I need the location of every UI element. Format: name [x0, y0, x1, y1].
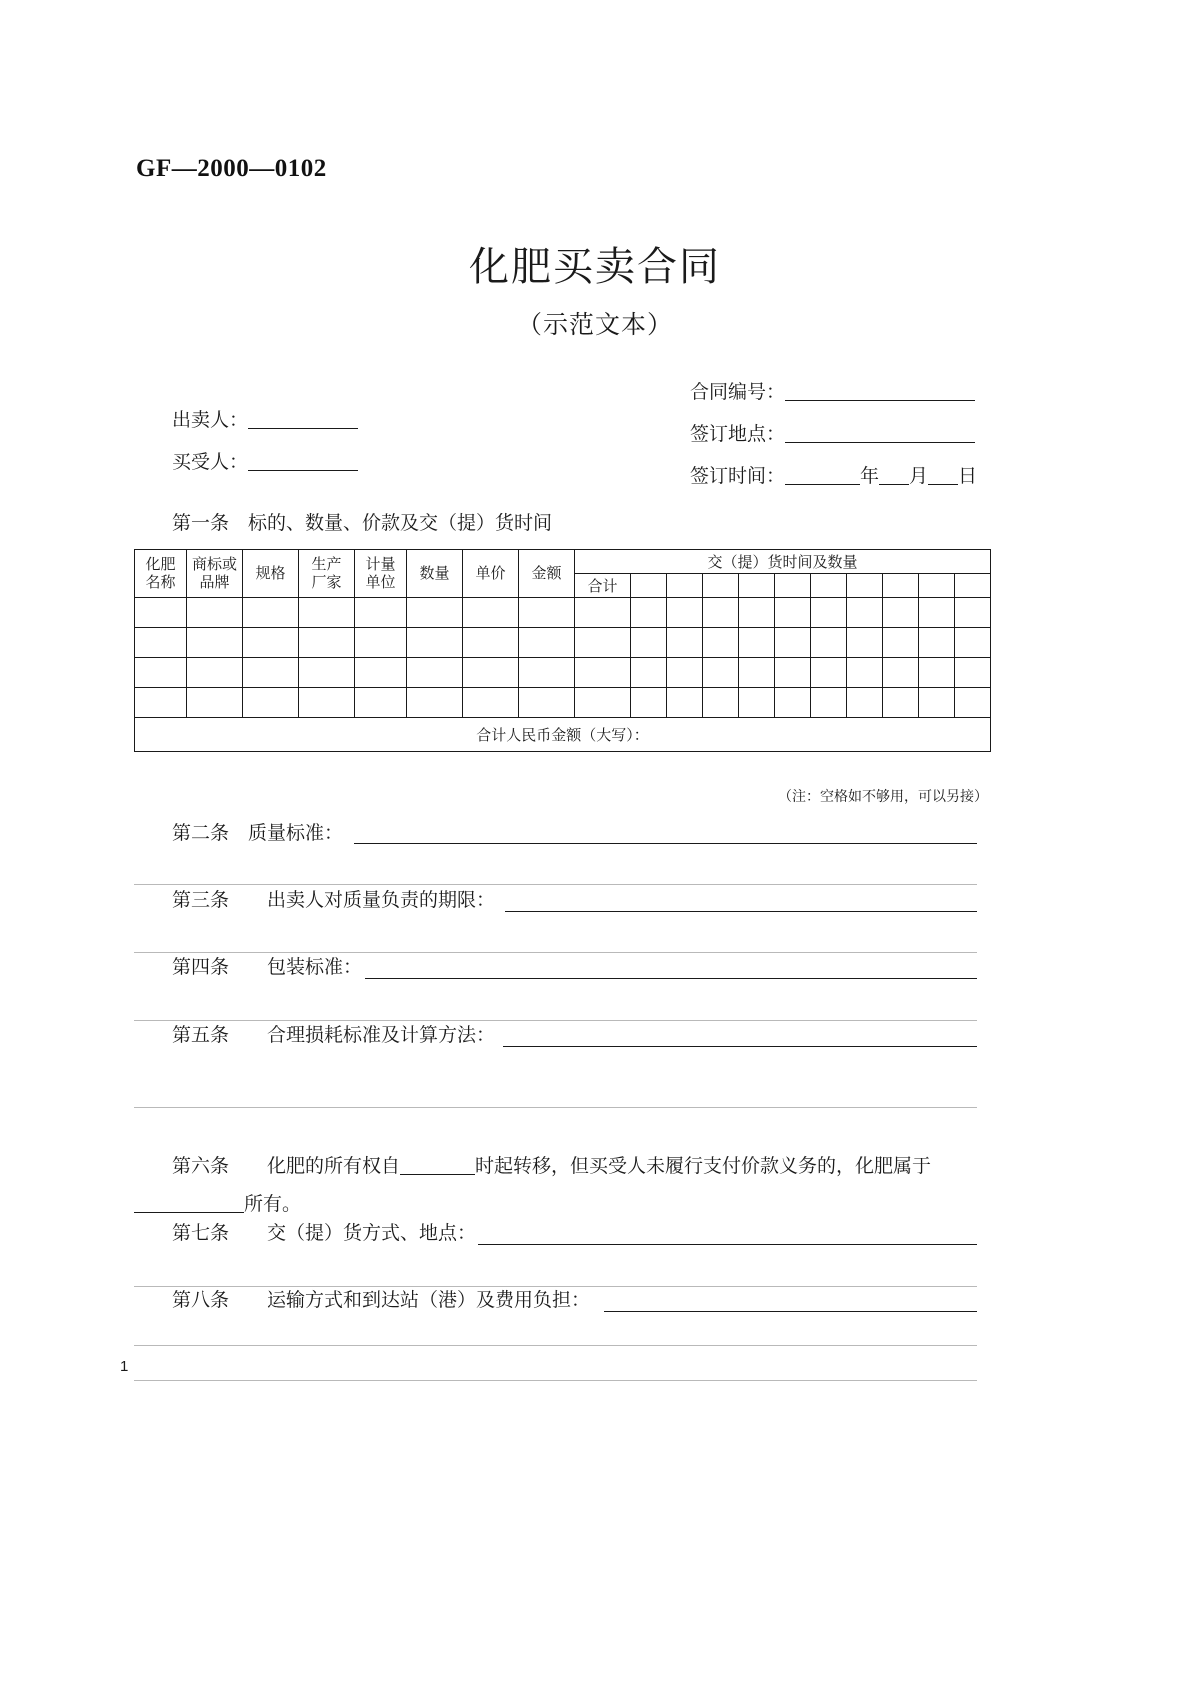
cell-trademark-brand[interactable] — [187, 658, 243, 688]
cell-delivery-slot-7[interactable] — [847, 658, 883, 688]
cell-unit-price[interactable] — [463, 658, 519, 688]
cell-delivery-slot-3[interactable] — [703, 628, 739, 658]
contract-number-row — [690, 372, 977, 414]
seller-row — [172, 400, 358, 442]
goods-table-wrapper — [134, 549, 977, 752]
cell-delivery-slot-5[interactable] — [775, 628, 811, 658]
seller-blank[interactable] — [248, 409, 358, 429]
col-specification-line1: 规格 — [255, 564, 286, 582]
col-delivery-slot-6 — [811, 574, 847, 598]
cell-unit[interactable] — [355, 688, 407, 718]
cell-delivery-slot-8[interactable] — [883, 658, 919, 688]
cell-delivery-slot-2[interactable] — [667, 598, 703, 628]
col-specification — [243, 550, 299, 598]
cell-quantity[interactable] — [407, 688, 463, 718]
sign-day-blank[interactable] — [928, 465, 958, 485]
sign-place-label: 签订地点： — [690, 424, 786, 445]
form-code: GF—2000—0102 — [136, 155, 327, 182]
clause-four-blank-line[interactable] — [365, 978, 977, 979]
col-delivery-slot-8 — [883, 574, 919, 598]
cell-specification[interactable] — [243, 688, 299, 718]
sign-place-blank[interactable] — [785, 423, 975, 443]
goods-table-body — [135, 598, 991, 752]
clause-eight-blank-line[interactable] — [604, 1311, 977, 1312]
clause-eight-label: 第八条 运输方式和到达站（港）及费用负担： — [172, 1290, 591, 1311]
col-trademark-brand-line1: 商标或 — [191, 555, 237, 573]
cell-delivery-slot-2[interactable] — [667, 658, 703, 688]
col-amount-line1: 金额 — [531, 564, 562, 582]
total-amount-in-words[interactable]: 合计人民币金额（大写）： — [135, 718, 991, 752]
col-quantity-line1: 数量 — [419, 564, 450, 582]
cell-manufacturer[interactable] — [299, 658, 355, 688]
col-trademark-brand — [187, 550, 243, 598]
cell-amount[interactable] — [519, 628, 575, 658]
col-unit-line2: 单位 — [365, 573, 396, 591]
sign-year-unit: 年 — [860, 466, 880, 487]
cell-delivery-slot-7[interactable] — [847, 688, 883, 718]
col-trademark-brand-line2: 品牌 — [199, 573, 230, 591]
clause-five-label: 第五条 合理损耗标准及计算方法： — [172, 1025, 496, 1046]
col-unit — [355, 550, 407, 598]
cell-amount[interactable] — [519, 658, 575, 688]
cell-delivery-slot-2[interactable] — [667, 628, 703, 658]
sign-time-label: 签订时间： — [690, 466, 786, 487]
cell-delivery-slot-8[interactable] — [883, 688, 919, 718]
goods-table-total-row[interactable] — [135, 718, 991, 752]
clause-six-paragraph — [172, 1148, 982, 1186]
col-unit-price — [463, 550, 519, 598]
cell-manufacturer[interactable] — [299, 598, 355, 628]
col-fertilizer-name — [135, 550, 187, 598]
clause-seven-label: 第七条 交（提）货方式、地点： — [172, 1223, 477, 1244]
cell-delivery-slot-7[interactable] — [847, 598, 883, 628]
col-unit-price-line1: 单价 — [475, 564, 506, 582]
cell-delivery-slot-8[interactable] — [883, 628, 919, 658]
contract-meta-block — [690, 372, 977, 498]
sign-month-blank[interactable] — [879, 465, 909, 485]
cell-quantity[interactable] — [407, 658, 463, 688]
col-delivery-slot-3 — [703, 574, 739, 598]
col-manufacturer — [299, 550, 355, 598]
cell-fertilizer-name[interactable] — [135, 598, 187, 628]
cell-delivery-slot-10[interactable] — [955, 628, 991, 658]
clause-two-blank-line[interactable] — [354, 843, 977, 844]
goods-table-head — [135, 550, 991, 598]
col-fertilizer-name-line1: 化肥 — [145, 555, 176, 573]
clause-two-label: 第二条 质量标准： — [172, 823, 344, 844]
cell-unit[interactable] — [355, 628, 407, 658]
cell-delivery-slot-5[interactable] — [775, 688, 811, 718]
table-row[interactable] — [135, 628, 991, 658]
clause-seven-blank-line[interactable] — [478, 1244, 977, 1245]
cell-trademark-brand[interactable] — [187, 628, 243, 658]
cell-quantity[interactable] — [407, 598, 463, 628]
clause-eight-continuation-line-1[interactable] — [134, 1345, 977, 1346]
table-note: （注：空格如不够用，可以另接） — [778, 788, 988, 804]
contract-number-label: 合同编号： — [690, 382, 786, 403]
sign-month-unit: 月 — [909, 466, 929, 487]
cell-delivery-slot-4[interactable] — [739, 598, 775, 628]
sign-year-blank[interactable] — [785, 465, 860, 485]
article-one-heading: 第一条 标的、数量、价款及交（提）货时间 — [172, 513, 553, 534]
col-delivery-slot-5 — [775, 574, 811, 598]
cell-delivery-slot-6[interactable] — [811, 688, 847, 718]
sign-place-row — [690, 414, 977, 456]
col-delivery-slot-10 — [955, 574, 991, 598]
cell-delivery-slot-4[interactable] — [739, 658, 775, 688]
cell-specification[interactable] — [243, 628, 299, 658]
sign-day-unit: 日 — [958, 466, 978, 487]
cell-delivery-slot-10[interactable] — [955, 658, 991, 688]
cell-delivery-slot-9[interactable] — [919, 598, 955, 628]
col-delivery-slot-2 — [667, 574, 703, 598]
cell-delivery-slot-5[interactable] — [775, 658, 811, 688]
contract-number-blank[interactable] — [785, 381, 975, 401]
clause-five-continuation-line-1[interactable] — [134, 1107, 977, 1108]
col-delivery-slot-1 — [631, 574, 667, 598]
clause-six-blank-2[interactable] — [134, 1193, 244, 1213]
table-row[interactable] — [135, 658, 991, 688]
col-unit-line1: 计量 — [365, 555, 396, 573]
party-block — [172, 400, 358, 484]
cell-unit[interactable] — [355, 658, 407, 688]
sign-time-row — [690, 456, 977, 498]
cell-delivery-slot-10[interactable] — [955, 688, 991, 718]
cell-delivery-slot-7[interactable] — [847, 628, 883, 658]
col-delivery-group: 交（提）货时间及数量 — [575, 550, 991, 574]
table-row[interactable] — [135, 688, 991, 718]
cell-unit-price[interactable] — [463, 688, 519, 718]
clause-eight-continuation-line-2[interactable] — [134, 1380, 977, 1381]
cell-delivery-slot-6[interactable] — [811, 658, 847, 688]
buyer-label: 买受人： — [172, 452, 249, 473]
page-subtitle: （示范文本） — [516, 311, 673, 339]
col-quantity — [407, 550, 463, 598]
buyer-blank[interactable] — [248, 451, 358, 471]
cell-delivery-slot-9[interactable] — [919, 658, 955, 688]
cell-delivery-slot-4[interactable] — [739, 628, 775, 658]
cell-delivery-slot-6[interactable] — [811, 598, 847, 628]
cell-unit[interactable] — [355, 598, 407, 628]
col-amount — [519, 550, 575, 598]
col-manufacturer-line2: 厂家 — [311, 573, 342, 591]
cell-fertilizer-name[interactable] — [135, 628, 187, 658]
col-delivery-subtotal: 合计 — [575, 574, 631, 598]
cell-amount[interactable] — [519, 598, 575, 628]
cell-delivery-subtotal[interactable] — [575, 628, 631, 658]
col-delivery-slot-9 — [919, 574, 955, 598]
cell-fertilizer-name[interactable] — [135, 658, 187, 688]
cell-delivery-slot-3[interactable] — [703, 688, 739, 718]
cell-delivery-slot-1[interactable] — [631, 598, 667, 628]
cell-delivery-slot-9[interactable] — [919, 628, 955, 658]
buyer-row — [172, 442, 358, 484]
cell-delivery-subtotal[interactable] — [575, 658, 631, 688]
goods-table-header-row-1 — [135, 550, 991, 574]
cell-delivery-subtotal[interactable] — [575, 598, 631, 628]
cell-delivery-slot-1[interactable] — [631, 688, 667, 718]
cell-specification[interactable] — [243, 598, 299, 628]
page-number: 1 — [120, 1358, 129, 1375]
cell-delivery-slot-4[interactable] — [739, 688, 775, 718]
page-title: 化肥买卖合同 — [469, 245, 721, 289]
cell-delivery-slot-9[interactable] — [919, 688, 955, 718]
col-manufacturer-line1: 生产 — [311, 555, 342, 573]
clause-six-text-part2: 时起转移，但买受人未履行支付价款义务的，化肥属于 — [475, 1156, 932, 1177]
cell-unit-price[interactable] — [463, 628, 519, 658]
cell-specification[interactable] — [243, 658, 299, 688]
cell-unit-price[interactable] — [463, 598, 519, 628]
cell-delivery-slot-3[interactable] — [703, 598, 739, 628]
table-row[interactable] — [135, 598, 991, 628]
cell-manufacturer[interactable] — [299, 688, 355, 718]
clause-three-label: 第三条 出卖人对质量负责的期限： — [172, 890, 496, 911]
cell-manufacturer[interactable] — [299, 628, 355, 658]
cell-amount[interactable] — [519, 688, 575, 718]
cell-delivery-slot-1[interactable] — [631, 658, 667, 688]
cell-delivery-slot-1[interactable] — [631, 628, 667, 658]
cell-delivery-slot-3[interactable] — [703, 658, 739, 688]
col-delivery-slot-7 — [847, 574, 883, 598]
clause-six-text-part3: 所有。 — [244, 1194, 302, 1215]
cell-trademark-brand[interactable] — [187, 598, 243, 628]
cell-fertilizer-name[interactable] — [135, 688, 187, 718]
cell-delivery-slot-10[interactable] — [955, 598, 991, 628]
seller-label: 出卖人： — [172, 410, 249, 431]
col-delivery-slot-4 — [739, 574, 775, 598]
clause-six-text-part1: 第六条 化肥的所有权自 — [172, 1156, 401, 1177]
clause-six-blank-1[interactable] — [400, 1155, 475, 1175]
cell-trademark-brand[interactable] — [187, 688, 243, 718]
col-fertilizer-name-line2: 名称 — [145, 573, 176, 591]
cell-quantity[interactable] — [407, 628, 463, 658]
cell-delivery-slot-6[interactable] — [811, 628, 847, 658]
cell-delivery-slot-2[interactable] — [667, 688, 703, 718]
clause-four-label: 第四条 包装标准： — [172, 957, 363, 978]
goods-table — [134, 549, 991, 752]
cell-delivery-subtotal[interactable] — [575, 688, 631, 718]
clause-three-blank-line[interactable] — [505, 911, 977, 912]
clause-five-blank-line[interactable] — [503, 1046, 977, 1047]
cell-delivery-slot-8[interactable] — [883, 598, 919, 628]
cell-delivery-slot-5[interactable] — [775, 598, 811, 628]
